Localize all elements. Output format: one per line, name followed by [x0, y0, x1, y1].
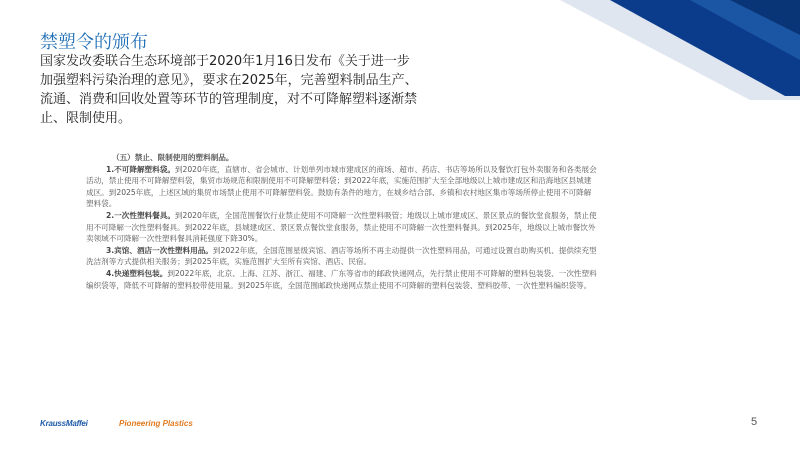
corner-decoration	[500, 0, 800, 100]
company-tagline: Pioneering Plastics	[119, 419, 193, 428]
excerpt-item: 2.一次性塑料餐具。到2020年底，全国范围餐饮行业禁止使用不可降解一次性塑料吸管；地级以上城市建成区、景区景点的餐饮堂食服务，禁止使用不可降解一次性塑料餐具。到2022年底，县城建成区、景区景点餐饮堂食服务，禁止使用不可降解一次性塑料餐具。到2025年，地级以上城市餐饮外卖领域不可降解一次性塑料餐具消耗强度下降30%。	[86, 210, 597, 244]
policy-excerpt	[86, 152, 598, 291]
intro-paragraph: 国家发改委联合生态环境部于2020年1月16日发布《关于进一步加强塑料污染治理的意见》，要求在2025年，完善塑料制品生产、流通、消费和回收处置等环节的管理制度，对不可降解塑料逐渐禁止、限制使用。	[40, 54, 418, 126]
page-number: 5	[751, 416, 758, 428]
excerpt-heading: （五）禁止、限制使用的塑料制品。	[112, 153, 234, 162]
excerpt-item: 3.宾馆、酒店一次性塑料用品。到2022年底，全国范围星级宾馆、酒店等场所不再主动提供一次性塑料用品，可通过设置自助购买机、提供续充型洗洁剂等方式提供相关服务；到2025年底，实施范围扩大至所有宾馆、酒店、民宿。	[86, 245, 597, 267]
company-logo: KraussMaffei	[40, 419, 88, 428]
excerpt-item: 4.快递塑料包装。到2022年底，北京、上海、江苏、浙江、福建、广东等省市的邮政快递网点，先行禁止使用不可降解的塑料包装袋、一次性塑料编织袋等，降低不可降解的塑料胶带使用量。到2025年底，全国范围邮政快递网点禁止使用不可降解的塑料包装袋、塑料胶带、一次性塑料编织袋等。	[86, 268, 597, 290]
slide-title: 禁塑令的颁布	[40, 32, 148, 53]
excerpt-item: 1.不可降解塑料袋。到2020年底，直辖市、省会城市、计划单列市城市建成区的商场、超市、药店、书店等场所以及餐饮打包外卖服务和各类展会活动，禁止使用不可降解塑料袋，集贸市场规范和限制使用不可降解塑料袋；到2022年底，实施范围扩大至全部地级以上城市建成区和沿海地区县城建成区。到2025年底，上述区域的集贸市场禁止使用不可降解塑料袋。鼓励有条件的地方，在城乡结合部、乡镇和农村地区集市等场所停止使用不可降解塑料袋。	[86, 164, 597, 209]
